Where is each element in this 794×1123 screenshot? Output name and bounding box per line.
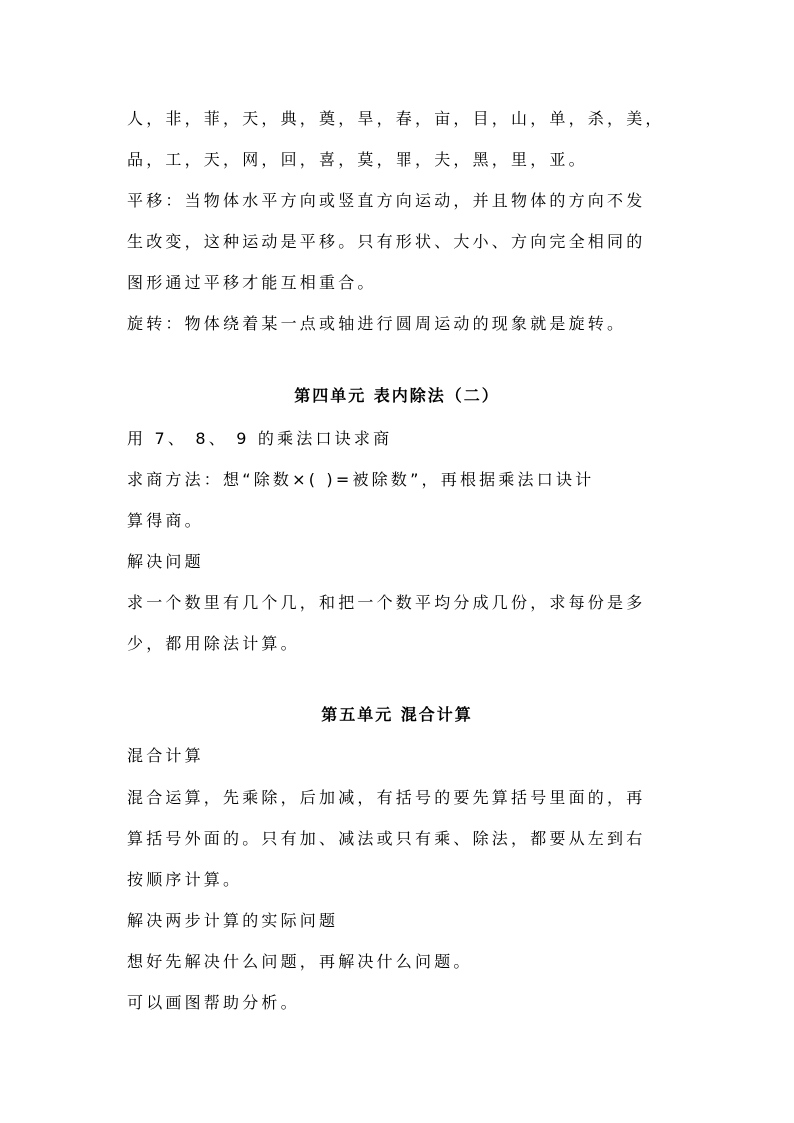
unit5-heading: 第五单元 混合计算 — [321, 705, 473, 724]
rotation-definition: 旋转：物体绕着某一点或轴进行圆周运动的现象就是旋转。 — [127, 314, 627, 333]
unit4-line: 用 7、 8、 9 的乘法口诀求商 — [127, 429, 393, 448]
unit5-line: 算括号外面的。只有加、减法或只有乘、除法，都要从左到右 — [127, 829, 646, 848]
body-line: 图形通过平移才能互相重合。 — [127, 273, 377, 292]
body-line: 品，工，天，网，回，喜，莫，罪，夫，黑，里，亚。 — [127, 150, 588, 169]
unit4-heading: 第四单元 表内除法（二） — [294, 386, 500, 405]
unit5-line: 可以画图帮助分析。 — [127, 993, 300, 1012]
unit5-subheading: 解决两步计算的实际问题 — [127, 911, 339, 930]
translation-definition: 平移：当物体水平方向或竖直方向运动，并且物体的方向不发 — [127, 191, 646, 210]
unit4-line: 少，都用除法计算。 — [127, 634, 300, 653]
unit5-line: 混合运算，先乘除，后加减，有括号的要先算括号里面的，再 — [127, 788, 646, 807]
body-line: 人，非，菲，天，典，奠，旱，春，亩，目，山，单，杀，美， — [127, 109, 665, 128]
unit4-line: 算得商。 — [127, 511, 204, 530]
unit4-subheading: 解决问题 — [127, 552, 204, 571]
unit4-line: 求商方法：想“除数×( )=被除数”，再根据乘法口诀计 — [127, 470, 595, 489]
unit4-line: 求一个数里有几个几，和把一个数平均分成几份，求每份是多 — [127, 593, 646, 612]
unit5-line: 想好先解决什么问题，再解决什么问题。 — [127, 952, 473, 971]
unit5-subheading: 混合计算 — [127, 746, 204, 765]
body-line: 生改变，这种运动是平移。只有形状、大小、方向完全相同的 — [127, 232, 646, 251]
unit5-line: 按顺序计算。 — [127, 870, 243, 889]
